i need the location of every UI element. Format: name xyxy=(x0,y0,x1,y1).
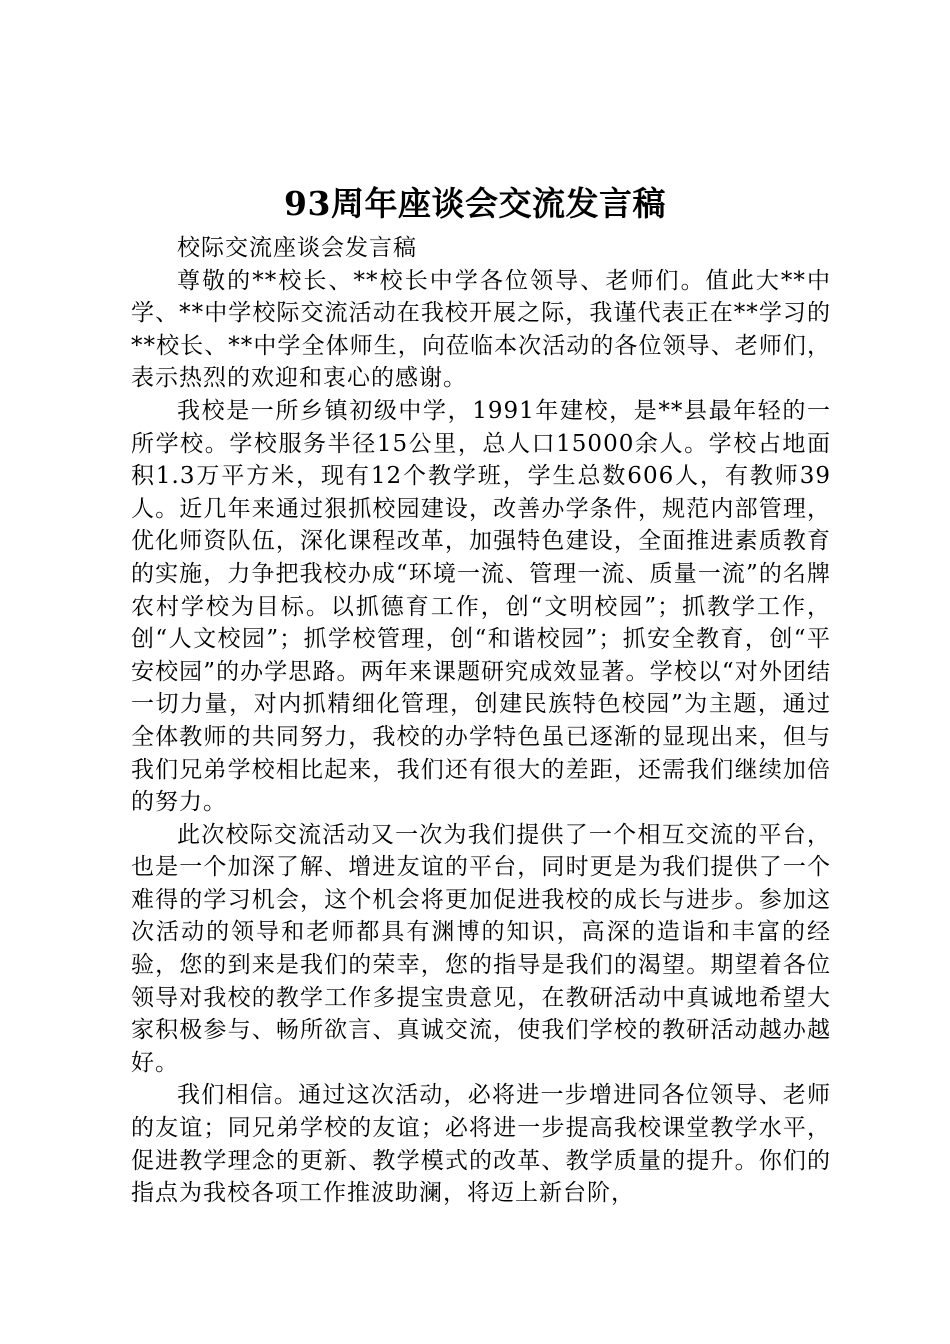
greeting-paragraph: 尊敬的**校长、**校长中学各位领导、老师们。值此大**中学、**中学校际交流活动在我校开展之际，我谨代表正在**学习的**校长、**中学全体师生，向莅临本次活动的各位领导、老师们，表示热烈的欢迎和衷心的感谢。 xyxy=(131,267,831,392)
school-intro-paragraph: 我校是一所乡镇初级中学，1991年建校，是**县最年轻的一所学校。学校服务半径15公里，总人口15000余人。学校占地面积1.3万平方米，现有12个教学班，学生总数606人，有教师39人。近几年来通过狠抓校园建设，改善办学条件，规范内部管理，优化师资队伍，深化课程改革，加强特色建设，全面推进素质教育的实施，力争把我校办成“环境一流、管理一流、质量一流”的名牌农村学校为目标。以抓德育工作，创“文明校园”；抓教学工作，创“人文校园”；抓学校管理，创“和谐校园”；抓安全教育，创“平安校园”的办学思路。两年来课题研究成效显著。学校以“对外团结一切力量，对内抓精细化管理，创建民族特色校园”为主题，通过全体教师的共同努力，我校的办学特色虽已逐渐的显现出来，但与我们兄弟学校相比起来，我们还有很大的差距，还需我们继续加倍的努力。 xyxy=(131,397,831,816)
subtitle-paragraph: 校际交流座谈会发言稿 xyxy=(177,235,417,261)
exchange-activity-paragraph: 此次校际交流活动又一次为我们提供了一个相互交流的平台，也是一个加深了解、增进友谊的平台，同时更是为我们提供了一个难得的学习机会，这个机会将更加促进我校的成长与进步。参加这次活动的领导和老师都具有渊博的知识，高深的造诣和丰富的经验，您的到来是我们的荣幸，您的指导是我们的渴望。期望着各位领导对我校的教学工作多提宝贵意见，在教研活动中真诚地希望大家积极参与、畅所欲言、真诚交流，使我们学校的教研活动越办越好。 xyxy=(131,821,831,1076)
document-title: 93周年座谈会交流发言稿 xyxy=(284,184,666,223)
document-body xyxy=(131,232,831,1210)
closing-paragraph: 我们相信。通过这次活动，必将进一步增进同各位领导、老师的友谊；同兄弟学校的友谊；必将进一步提高我校课堂教学水平，促进教学理念的更新、教学模式的改革、教学质量的提升。你们的指点为我校各项工作推波助澜，将迈上新台阶， xyxy=(131,1082,831,1207)
